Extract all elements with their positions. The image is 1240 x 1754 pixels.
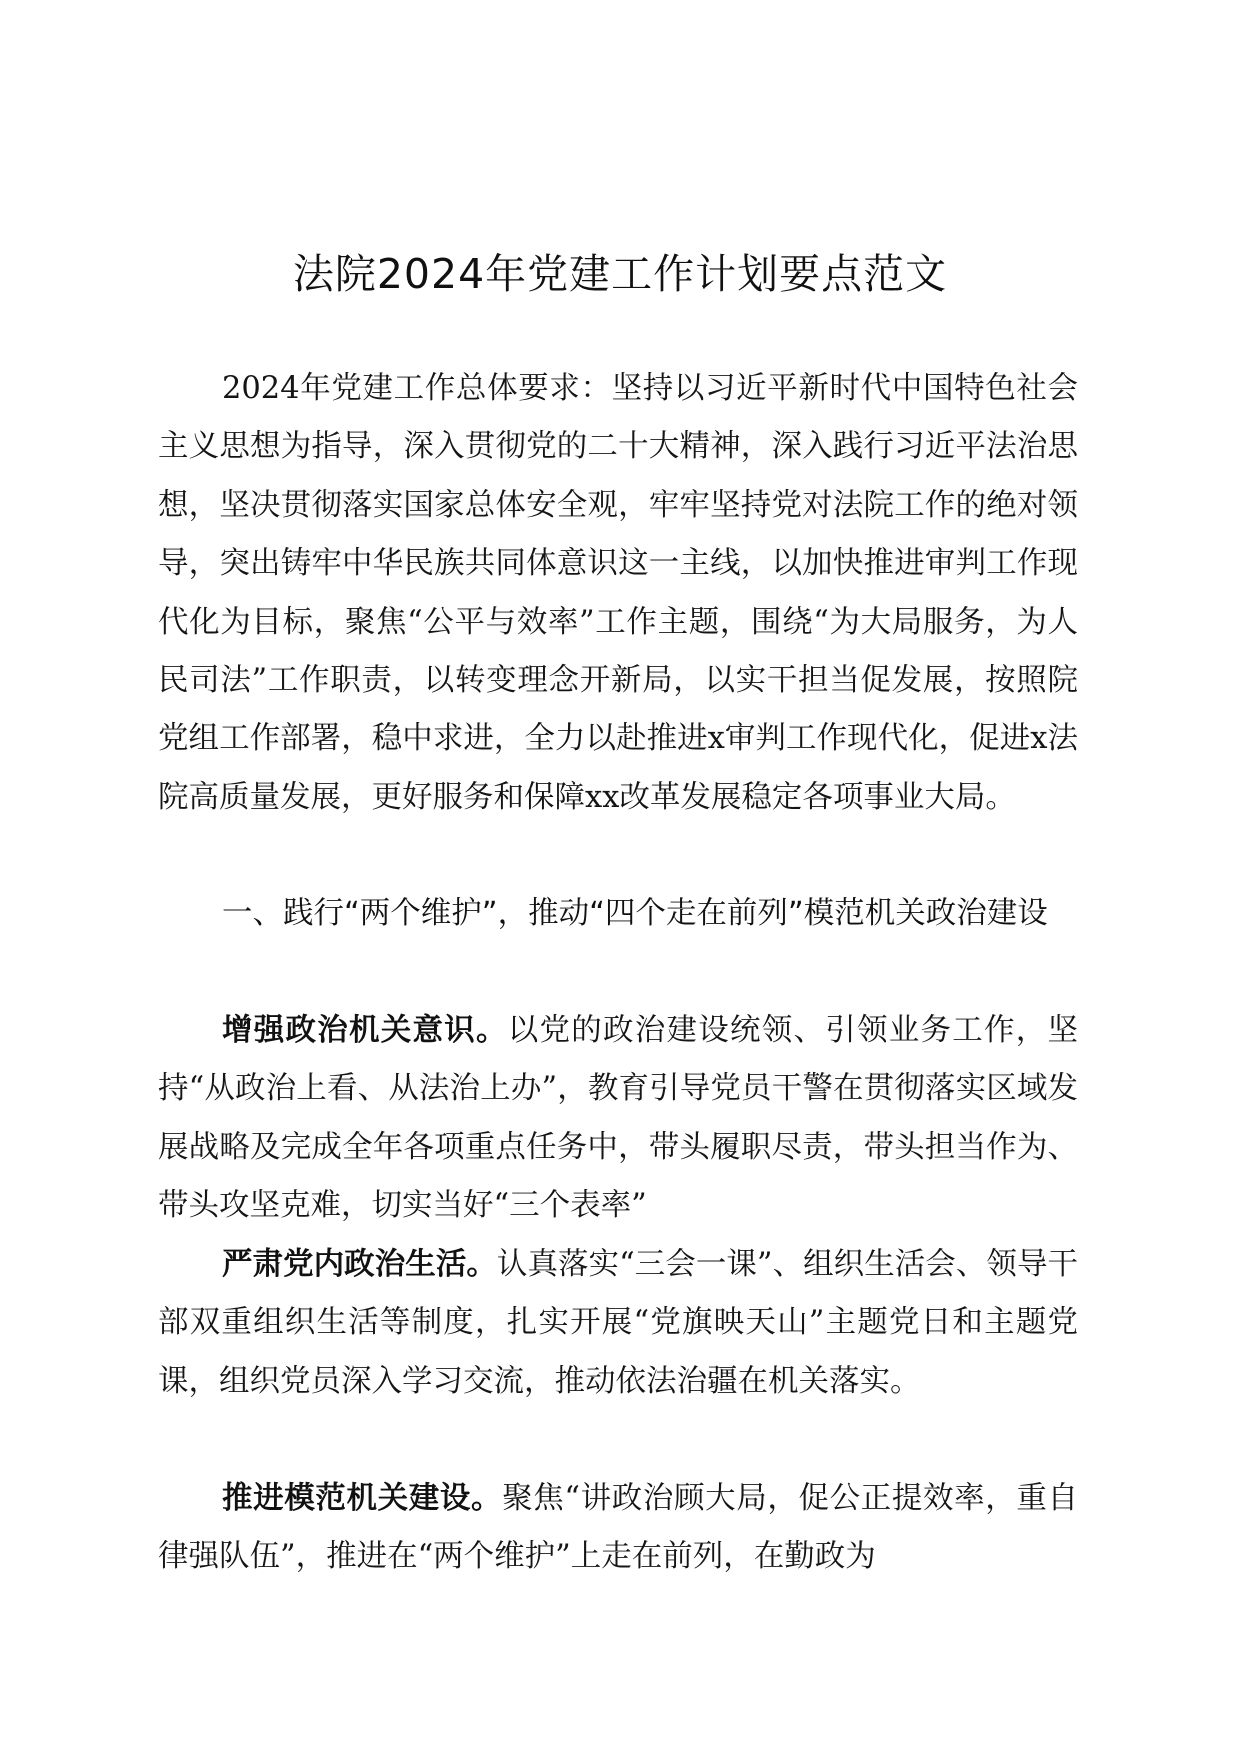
paragraph-lead: 推进模范机关建设。 xyxy=(222,1481,503,1516)
paragraph-text: 聚焦“讲政治顾大局，促公正提效率，重自律强队伍”，推进在“两个维护”上走在前列，在勤政为 xyxy=(158,1481,1078,1575)
paragraph-text: 认真落实“三会一课”、组织生活会、领导干部双重组织生活等制度，扎实开展“党旗映天山”主题党日和主题党课，组织党员深入学习交流，推动依法治疆在机关落实。 xyxy=(158,1247,1078,1399)
document-title: 法院2024年党建工作计划要点范文 xyxy=(292,250,948,298)
paragraph xyxy=(158,1236,1078,1411)
paragraph-text: 以党的政治建设统领、引领业务工作，坚持“从政治上看、从法治上办”，教育引导党员干警在贯彻落实区域发展战略及完成全年各项重点任务中，带头履职尽责，带头担当作为、带头攻坚克难，切实当好“三个表率” xyxy=(158,1013,1078,1224)
paragraph-block xyxy=(158,1002,1078,1237)
paragraph-block xyxy=(158,1236,1078,1471)
paragraph-lead: 严肃党内政治生活。 xyxy=(222,1247,497,1282)
intro-paragraph-block xyxy=(158,360,1078,886)
section-heading: 一、践行“两个维护”，推动“四个走在前列”模范机关政治建设 xyxy=(222,896,1048,931)
paragraph-lead: 增强政治机关意识。 xyxy=(222,1013,508,1048)
intro-paragraph: 2024年党建工作总体要求：坚持以习近平新时代中国特色社会主义思想为指导，深入贯彻党的二十大精神，深入践行习近平法治思想，坚决贯彻落实国家总体安全观，牢牢坚持党对法院工作的绝对领导，突出铸牢中华民族共同体意识这一主线，以加快推进审判工作现代化为目标，聚焦“公平与效率”工作主题，围绕“为大局服务，为人民司法”工作职责，以转变理念开新局，以实干担当促发展，按照院党组工作部署，稳中求进，全力以赴推进x审判工作现代化，促进x法院高质量发展，更好服务和保障xx改革发展稳定各项事业大局。 xyxy=(158,371,1078,815)
paragraph xyxy=(158,1002,1078,1236)
paragraph xyxy=(158,1470,1078,1587)
paragraph-block xyxy=(158,1470,1078,1588)
